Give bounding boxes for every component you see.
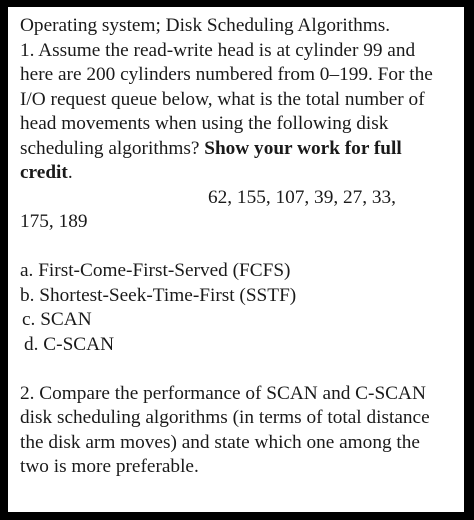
spacer (20, 357, 456, 382)
credit-instruction: credit (20, 162, 68, 183)
question-1-line-6 (20, 161, 456, 186)
algorithm-options (20, 259, 456, 357)
question-2-line-4: two is more preferable. (20, 456, 199, 477)
question-1-line-3: I/O request queue below, what is the total number of (20, 88, 425, 110)
question-1-line-4: head movements when using the following disk (20, 113, 389, 134)
request-queue-part-2: 175, 189 (20, 211, 88, 232)
question-2-line-2: disk scheduling algorithms (in terms of total distance (20, 407, 430, 428)
question-1-line-5 (20, 137, 456, 162)
question-2 (20, 382, 456, 480)
spacer (20, 235, 456, 260)
option-c-scan: d. C-SCAN (24, 333, 114, 355)
option-sstf: b. Shortest-Seek-Time-First (SSTF) (20, 284, 297, 306)
question-1-line-5-text: scheduling algorithms? (20, 137, 205, 159)
document-title: Operating system; Disk Scheduling Algorithms. (20, 15, 391, 36)
option-scan: c. SCAN (22, 309, 92, 330)
option-fcfs: a. First-Come-First-Served (FCFS) (20, 260, 291, 281)
question-2-line-1: 2. Compare the performance of SCAN and C-SCAN (20, 382, 426, 404)
question-2-line-3: the disk arm moves) and state which one among the (20, 431, 420, 453)
show-work-instruction: Show your work for full (204, 137, 402, 159)
question-1-line-2: here are 200 cylinders numbered from 0–199. For the (20, 64, 433, 85)
question-1 (20, 39, 456, 235)
document-panel (8, 7, 464, 512)
question-1-line-1: 1. Assume the read-write head is at cylinder 99 and (20, 39, 416, 61)
request-queue-part-1: 62, 155, 107, 39, 27, 33, (208, 186, 396, 208)
credit-period: . (67, 162, 73, 183)
